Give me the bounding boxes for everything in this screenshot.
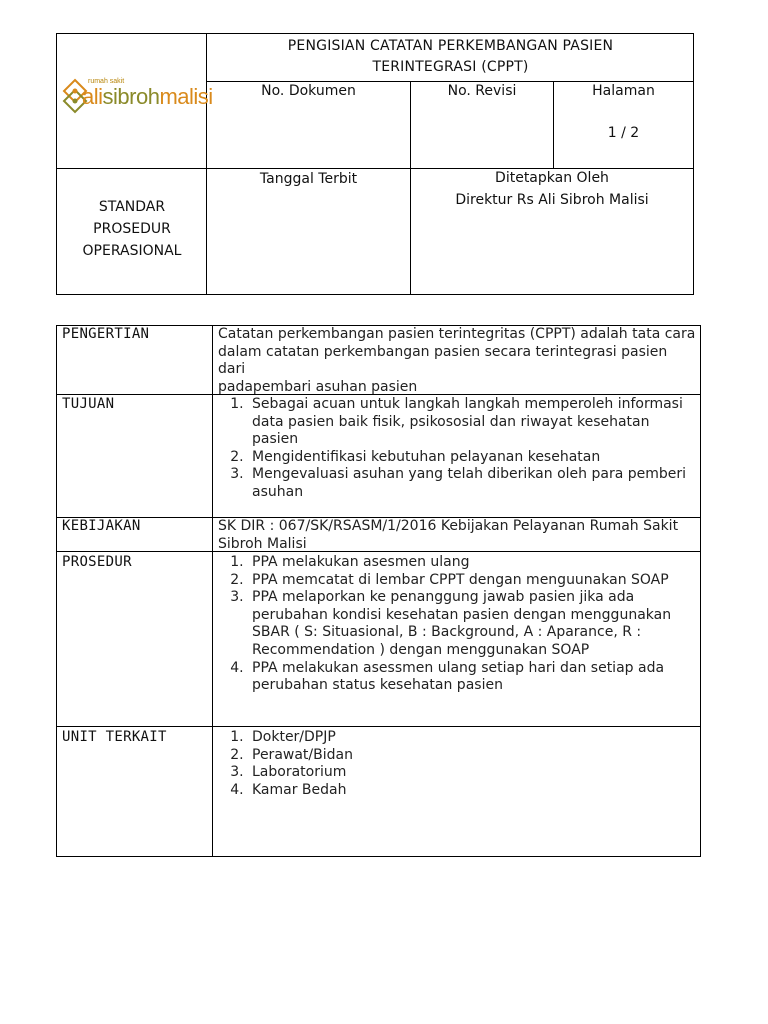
pengertian-text: Catatan perkembangan pasien terintegritas (CPPT) adalah tata cara dalam catatan perkembangan pasien secara terintegrasi pasien dari padapembari asuhan pasien [218, 326, 696, 395]
tanggal-terbit-label: Tanggal Terbit [259, 171, 358, 187]
no-revisi-label: No. Revisi [447, 83, 517, 99]
kebijakan-text: SK DIR : 067/SK/RSASM/1/2016 Kebijakan Pelayanan Rumah Sakit Sibroh Malisi [218, 518, 679, 552]
list-item: 1. PPA melakukan asesmen ulang [248, 554, 688, 572]
logo-small-text: rumah sakit [88, 78, 125, 85]
tujuan-label: TUJUAN [62, 396, 115, 412]
sop-label: STANDAR PROSEDUR OPERASIONAL [82, 199, 182, 259]
list-item: 4. Kamar Bedah [248, 782, 688, 800]
tujuan-list [198, 396, 688, 502]
list-item: 3. Laboratorium [248, 764, 688, 782]
list-item: 1. Sebagai acuan untuk langkah langkah memperoleh informasi data pasien baik fisik, psikososial dan riwayat kesehatan pasien [248, 396, 688, 449]
unit-terkait-list [198, 729, 688, 799]
ditetapkan-value: Direktur Rs Ali Sibroh Malisi [455, 192, 649, 208]
list-item: 4. PPA melakukan asessmen ulang setiap hari dan setiap ada perubahan status kesehatan pasien [248, 660, 688, 695]
list-item: 3. Mengevaluasi asuhan yang telah diberikan oleh para pemberi asuhan [248, 466, 688, 501]
prosedur-label: PROSEDUR [62, 554, 132, 570]
list-item: 2. PPA memcatat di lembar CPPT dengan menguunakan SOAP [248, 572, 688, 590]
list-item: 3. PPA melaporkan ke penanggung jawab pasien jika ada perubahan kondisi kesehatan pasien dengan menggunakan SBAR ( S: Situasional, B : Background, A : Aparance, R : Recommendation ) dengan menggunakan SOAP [248, 589, 688, 659]
pengertian-label: PENGERTIAN [62, 326, 150, 342]
kebijakan-label: KEBIJAKAN [62, 518, 141, 534]
halaman-value: 1 / 2 [607, 125, 640, 141]
list-item: 2. Perawat/Bidan [248, 747, 688, 765]
hospital-logo [60, 76, 213, 136]
logo-name: alisibrohmalisi [82, 84, 213, 109]
ditetapkan-label: Ditetapkan Oleh [495, 170, 609, 186]
prosedur-list [198, 554, 688, 695]
list-item: 2. Mengidentifikasi kebutuhan pelayanan kesehatan [248, 449, 688, 467]
list-item: 1. Dokter/DPJP [248, 729, 688, 747]
halaman-label: Halaman [592, 83, 655, 99]
no-dokumen-label: No. Dokumen [261, 83, 356, 99]
unit-terkait-label: UNIT TERKAIT [62, 729, 167, 745]
document-title: PENGISIAN CATATAN PERKEMBANGAN PASIEN TERINTEGRASI (CPPT) [287, 38, 614, 75]
